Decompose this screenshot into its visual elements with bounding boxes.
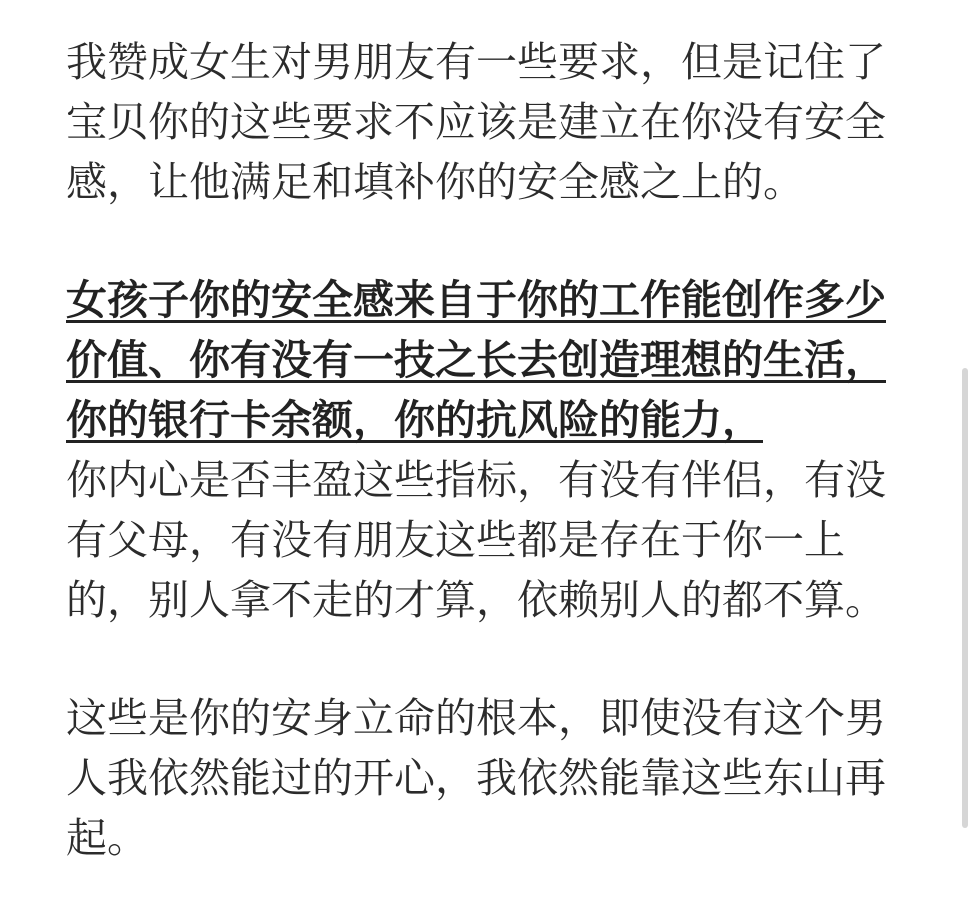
text-line: 有父母，有没有朋友这些都是存在于你一上 [66,516,845,564]
text-line: 我赞成女生对男朋友有一些要求，但是记住了 [66,38,886,86]
text-line: 你内心是否丰盈这些指标，有没有伴侣，有没 [66,456,886,504]
text-line: 感，让他满足和填补你的安全感之上的。 [66,158,804,206]
paragraph-gap [66,630,896,688]
text-line: 宝贝你的这些要求不应该是建立在你没有安全 [66,98,886,146]
paragraph-gap [66,212,896,270]
text-line: 人我依然能过的开心，我依然能靠这些东山再 [66,754,886,802]
text-line: 起。 [66,814,148,862]
emphasized-text-line: 女孩子你的安全感来自于你的工作能创作多少 [66,276,886,324]
article-body [66,32,896,868]
scrollbar-thumb[interactable] [962,368,968,828]
paragraph-3 [66,688,896,868]
paragraph-2 [66,270,896,630]
text-line: 的，别人拿不走的才算，依赖别人的都不算。 [66,576,886,624]
paragraph-1 [66,32,896,212]
emphasized-text-line: 你的银行卡余额，你的抗风险的能力， [66,396,763,444]
emphasized-text-line: 价值、你有没有一技之长去创造理想的生活， [66,336,886,384]
text-line: 这些是你的安身立命的根本，即使没有这个男 [66,694,886,742]
